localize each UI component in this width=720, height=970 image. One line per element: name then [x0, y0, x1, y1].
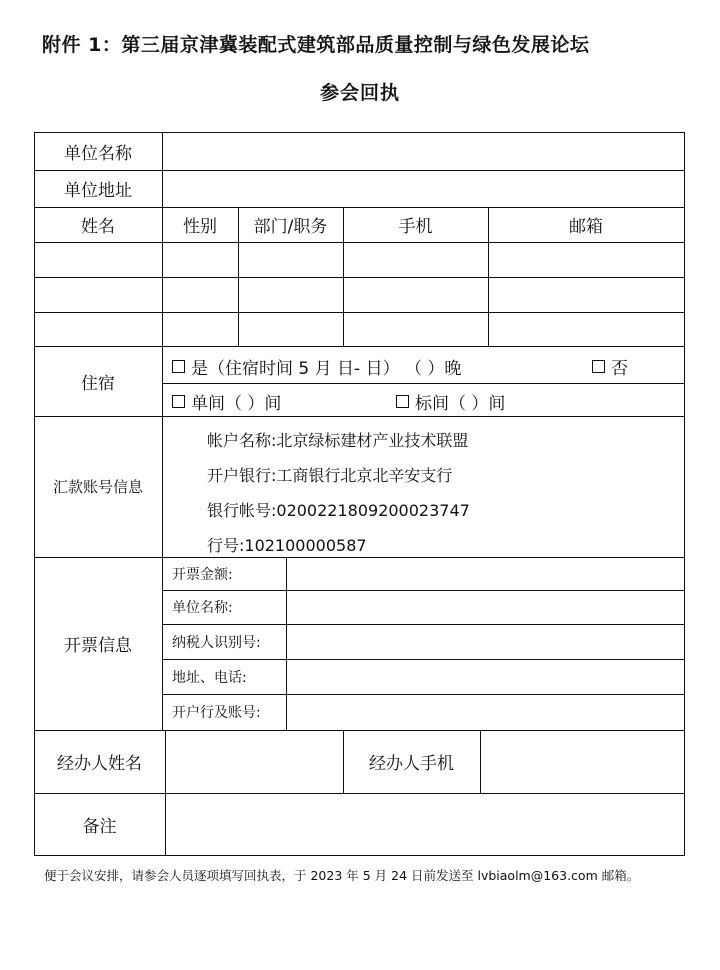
handler-phone-label: 经办人手机	[369, 754, 454, 774]
unit-address-label: 单位地址	[64, 181, 132, 201]
accommodation-no-option[interactable]	[592, 352, 628, 380]
checkbox-standard[interactable]	[396, 395, 409, 408]
handler-phone-field[interactable]	[480, 730, 684, 793]
checkbox-yes[interactable]	[172, 360, 185, 373]
checkbox-single[interactable]	[172, 395, 185, 408]
column-header-name: 姓名	[81, 217, 115, 237]
room-standard-option[interactable]	[396, 387, 505, 415]
accommodation-label: 住宿	[81, 373, 115, 394]
accommodation-yes-option[interactable]	[172, 352, 461, 380]
invoice-amount-label: 开票金额:	[172, 566, 233, 583]
remarks-field[interactable]	[165, 793, 684, 855]
unit-name-field[interactable]	[162, 132, 684, 170]
room-single-text: 单间（ ）间	[191, 393, 282, 414]
invoice-taxpayer-id-label: 纳税人识别号:	[172, 634, 261, 651]
accommodation-yes-text: 是（住宿时间 5 月 日- 日） （ ）晚	[191, 358, 462, 379]
unit-name-label: 单位名称	[64, 143, 132, 164]
invoice-label: 开票信息	[64, 636, 132, 656]
room-standard-text: 标间（ ）间	[415, 393, 506, 414]
bank-name: 开户银行:工商银行北京北辛安支行	[207, 466, 453, 485]
bank-code: 行号:102100000587	[207, 536, 367, 555]
column-header-email: 邮箱	[569, 217, 603, 237]
unit-address-field[interactable]	[162, 170, 684, 207]
remarks-label: 备注	[82, 816, 117, 837]
room-single-option[interactable]	[172, 387, 281, 415]
column-header-dept: 部门/职务	[253, 217, 328, 237]
handler-name-field[interactable]	[165, 730, 343, 793]
account-name: 帐户名称:北京绿标建材产业技术联盟	[207, 431, 469, 450]
invoice-address-phone-label: 地址、电话:	[172, 669, 247, 686]
footer-note: 便于会议安排，请参会人员逐项填写回执表，于 2023 年 5 月 24 日前发送至 lvbiaolm@163.com 邮箱。	[44, 868, 640, 883]
remittance-label: 汇款账号信息	[52, 478, 143, 496]
accommodation-no-text: 否	[611, 358, 628, 379]
invoice-unit-name-label: 单位名称:	[172, 600, 233, 616]
column-header-phone: 手机	[398, 217, 433, 237]
checkbox-no[interactable]	[592, 360, 605, 373]
handler-name-label: 经办人姓名	[57, 754, 142, 774]
column-header-gender: 性别	[183, 217, 217, 237]
account-number: 银行帐号:0200221809200023747	[207, 501, 470, 520]
invoice-bank-account-label: 开户行及账号:	[172, 705, 261, 721]
document-subtitle: 参会回执	[319, 82, 400, 104]
